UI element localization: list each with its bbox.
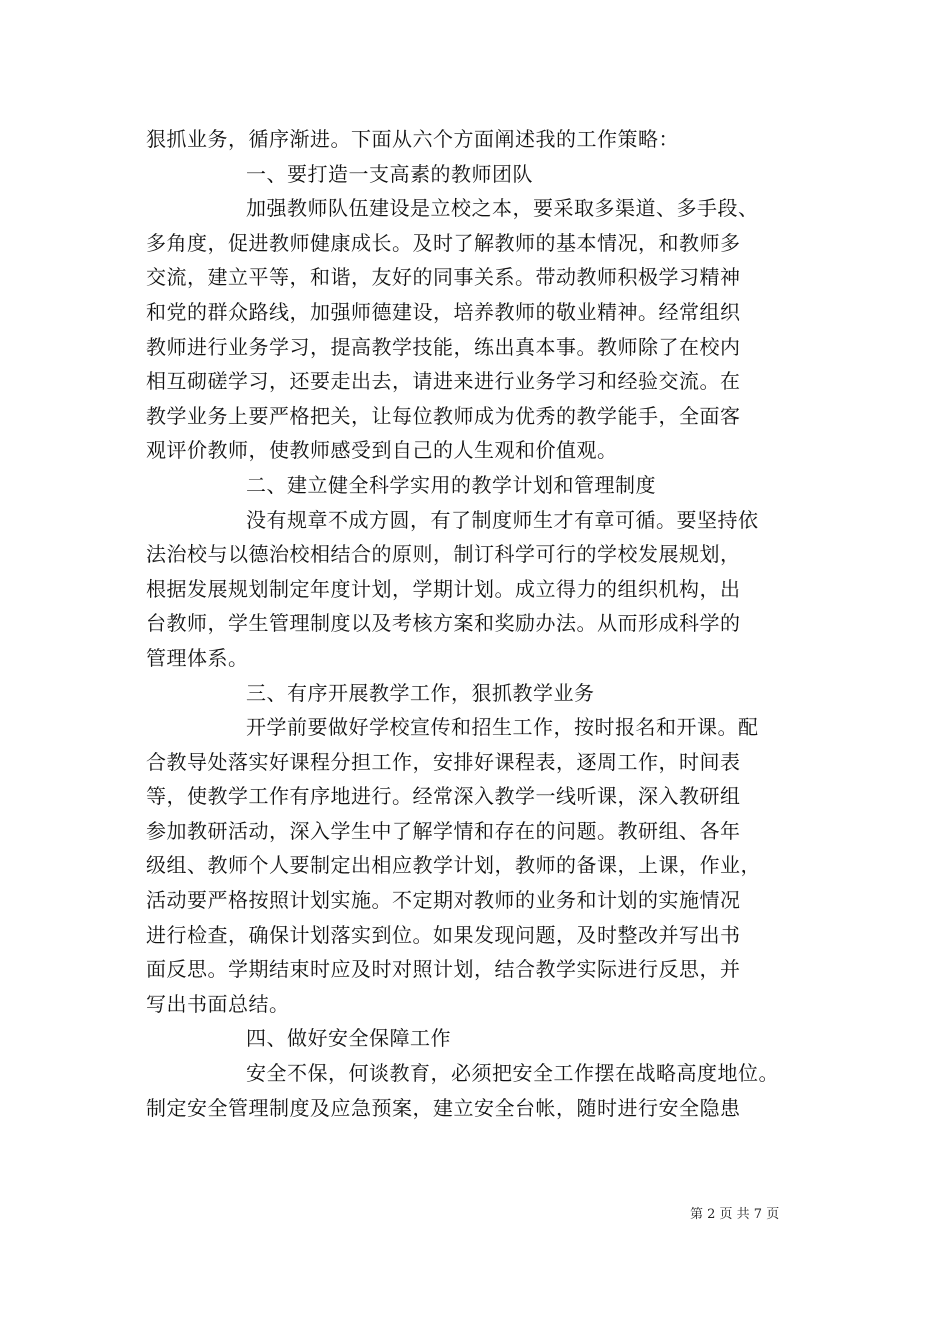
text-line: 写出书面总结。 [146,991,290,1016]
text-line: 教师进行业务学习，提高教学技能，练出真本事。教师除了在校内 [146,334,741,359]
page-footer: 第 2 页 共 7 页 [690,1207,780,1222]
text-line: 进行检查，确保计划落实到位。如果发现问题，及时整改并写出书 [146,922,741,947]
text-line: 制定安全管理制度及应急预案，建立安全台帐，随时进行安全隐患 [146,1095,741,1120]
text-line: 面反思。学期结束时应及时对照计划，结合教学实际进行反思，并 [146,957,741,982]
text-line: 级组、教师个人要制定出相应教学计划，教师的备课，上课，作业， [146,853,761,878]
text-line: 根据发展规划制定年度计划，学期计划。成立得力的组织机构，出 [146,576,741,601]
text-line: 和党的群众路线，加强师德建设，培养教师的敬业精神。经常组织 [146,299,741,324]
text-line: 等，使教学工作有序地进行。经常深入教学一线听课，深入教研组 [146,784,741,809]
section-heading: 三、有序开展教学工作，狠抓教学业务 [246,680,595,705]
text-line: 活动要严格按照计划实施。不定期对教师的业务和计划的实施情况 [146,888,741,913]
text-line: 相互砌磋学习，还要走出去，请进来进行业务学习和经验交流。在 [146,369,741,394]
text-line: 参加教研活动，深入学生中了解学情和存在的问题。教研组、各年 [146,818,741,843]
text-line: 多角度，促进教师健康成长。及时了解教师的基本情况，和教师多 [146,230,741,255]
section-heading: 二、建立健全科学实用的教学计划和管理制度 [246,472,656,497]
text-line: 管理体系。 [146,645,249,670]
text-line: 观评价教师，使教师感受到自己的人生观和价值观。 [146,438,618,463]
section-heading: 一、要打造一支高素的教师团队 [246,161,533,186]
section-heading: 四、做好安全保障工作 [246,1026,451,1051]
text-line: 法治校与以德治校相结合的原则，制订科学可行的学校发展规划， [146,542,741,567]
document-body [146,122,822,1125]
text-line: 台教师，学生管理制度以及考核方案和奖励办法。从而形成科学的 [146,611,741,636]
text-line: 狠抓业务，循序渐进。下面从六个方面阐述我的工作策略： [146,127,679,151]
text-line: 安全不保，何谈教育，必须把安全工作摆在战略高度地位。 [246,1061,779,1086]
text-line: 开学前要做好学校宣传和招生工作，按时报名和开课。配 [246,715,759,740]
text-line: 合教导处落实好课程分担工作，安排好课程表，逐周工作，时间表 [146,749,741,774]
text-line: 加强教师队伍建设是立校之本，要采取多渠道、多手段、 [246,196,759,221]
text-line: 交流，建立平等，和谐，友好的同事关系。带动教师积极学习精神 [146,265,741,290]
text-line: 没有规章不成方圆，有了制度师生才有章可循。要坚持依 [246,507,759,532]
text-line: 教学业务上要严格把关，让每位教师成为优秀的教学能手，全面客 [146,403,741,428]
